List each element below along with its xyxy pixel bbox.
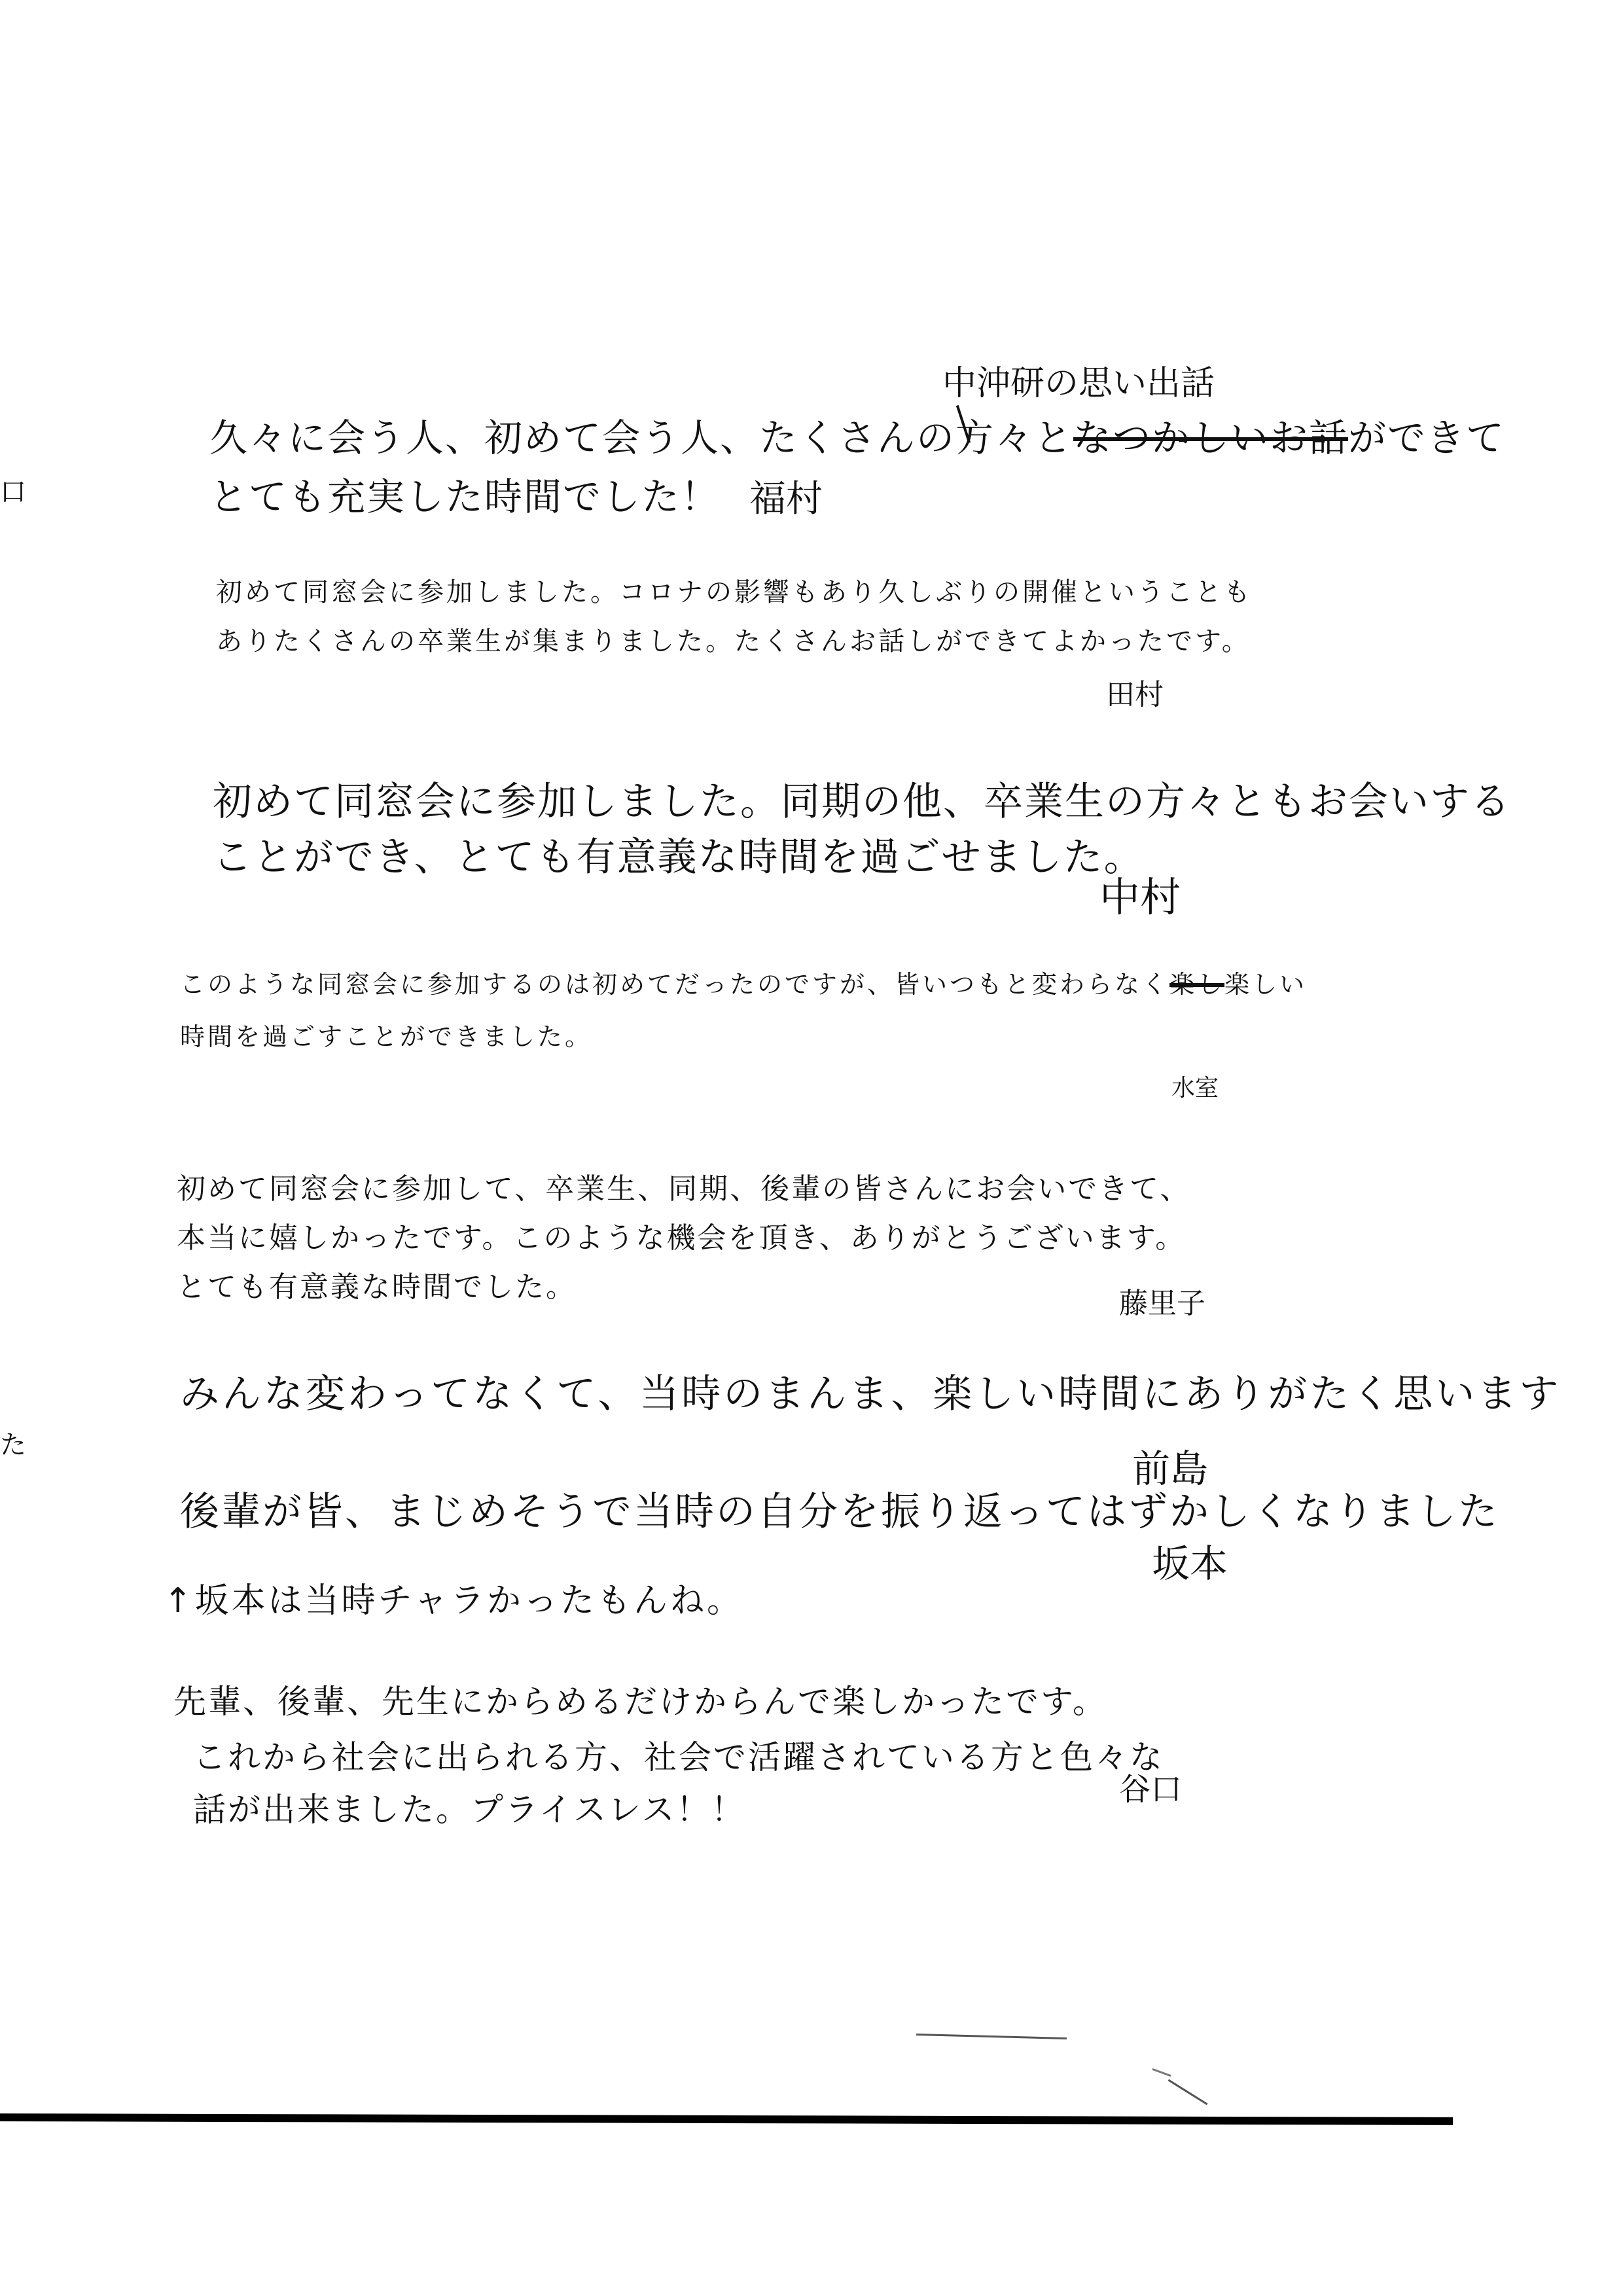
message-5-signature: 藤里子 (1119, 1287, 1205, 1320)
message-8-line-2: これから社会に出られる方、社会で活躍されている方と色々な (193, 1738, 1164, 1776)
message-6-signature-2: 坂本 (1152, 1541, 1228, 1586)
edge-fragment-2: た (0, 1430, 26, 1460)
message-6-line-1: みんな変わってなくて、当時のまんま、楽しい時間にありがたく思います (180, 1371, 1561, 1417)
message-4-line-1-tail: 楽しい (1224, 970, 1308, 999)
message-5-line-1: 初めて同窓会に参加して、卒業生、同期、後輩の皆さんにお会いできて、 (177, 1172, 1191, 1206)
message-3-line-2: ことができ、とても有意義な時間を過ごせました。 (213, 834, 1145, 880)
message-4-signature: 水室 (1171, 1075, 1219, 1102)
message-3-signature: 中村 (1099, 873, 1181, 921)
message-6-line-2: 後輩が皆、まじめそうで当時の自分を振り返ってはずかしくなりました (180, 1489, 1499, 1535)
message-7-line-1: ↑坂本は当時チャラかったもんね。 (164, 1581, 744, 1621)
message-5-line-2: 本当に嬉しかったです。このような機会を頂き、ありがとうございます。 (177, 1221, 1186, 1255)
message-3-line-1: 初めて同窓会に参加しました。同期の他、卒業生の方々ともお会いする (213, 779, 1511, 825)
message-4-line-2: 時間を過ごすことができました。 (180, 1022, 593, 1051)
message-1-line-1-tail: ができて (1348, 416, 1506, 460)
message-4-struck-text: 楽し (1169, 970, 1225, 999)
message-1-line-2: とても充実した時間でした！ (209, 475, 721, 519)
message-1-line-1-text: 久々に会う人、初めて会う人、たくさんの方々と (209, 416, 1074, 460)
message-2-signature: 田村 (1106, 678, 1164, 711)
message-1-struck-text: なつかしいお話 (1073, 416, 1349, 460)
edge-fragment-1: 口 (0, 477, 26, 507)
message-1-signature: 福村 (749, 478, 823, 520)
message-8-signature: 谷口 (1119, 1771, 1183, 1808)
message-8-line-1: 先輩、後輩、先生にからめるだけからんで楽しかったです。 (173, 1683, 1107, 1721)
message-2-line-1: 初めて同窓会に参加しました。コロナの影響もあり久しぶりの開催ということも (216, 577, 1253, 607)
message-5-line-3: とても有意義な時間でした。 (177, 1270, 577, 1304)
message-8-line-3: 話が出来ました。プライスレス！！ (193, 1791, 746, 1829)
message-4-line-1-text: このような同窓会に参加するのは初めてだったのですが、皆いつもと変わらなく (180, 970, 1170, 999)
message-1-insertion: 中沖研の思い出話 (942, 364, 1215, 403)
message-2-line-2: ありたくさんの卒業生が集まりました。たくさんお話しができてよかったです。 (216, 626, 1251, 656)
message-6-signature-1: 前島 (1132, 1446, 1209, 1491)
